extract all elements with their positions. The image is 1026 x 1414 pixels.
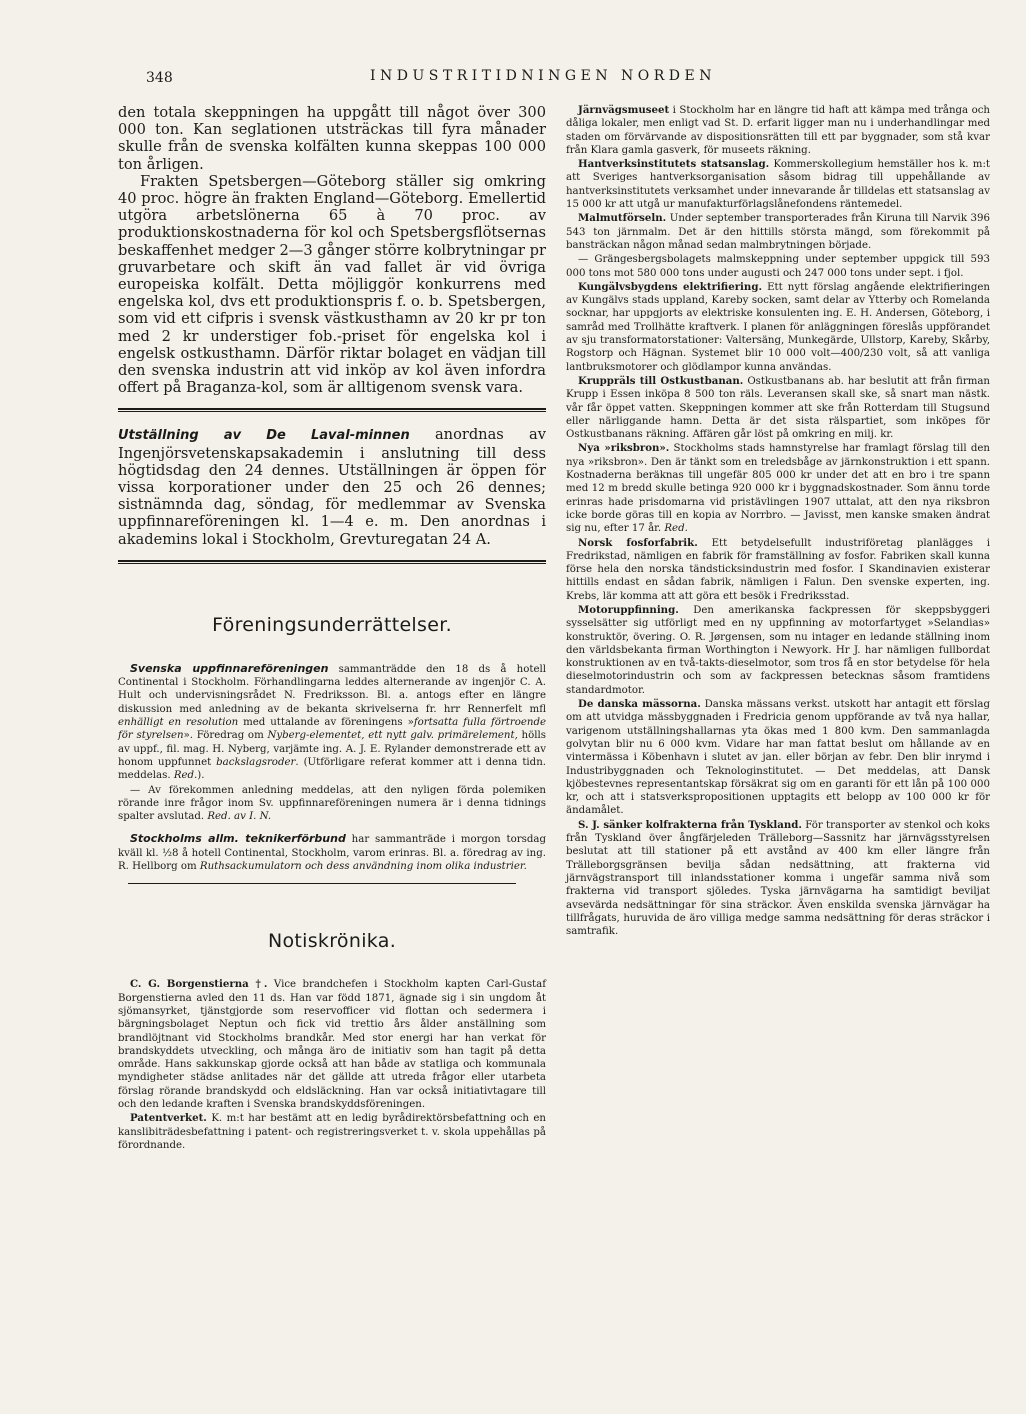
notice-lead: De danska mässorna. xyxy=(578,698,701,711)
svenska-uppfinnare-notice xyxy=(118,662,546,873)
notice-lead: Kungälvsbygdens elektrifiering. xyxy=(578,280,763,293)
notice-lead: Kruppräls till Ostkustbanan. xyxy=(578,374,744,387)
intro-paragraph: Frakten Spetsbergen—Göteborg ställer sig omkring 40 proc. högre än frakten England—Göteborg. Emellertid utgöra arbetslönerna 65 à 70 proc. av produktionskostnaderna för kol och Spetsbergsflötsernas beskaffenhet medger 2—3 gånger större kolbrytningar pr gruvarbetare och skift än vad fallet är vid övriga europeiska kolfält. Detta möjliggör konkurrens med engelska kol, dvs ett produktionspris f. o. b. Spetsbergen, som vid ett cifpris i svensk västkusthamn av 20 kr pr ton med 2 kr understiger fob.-priset för engelska kol i engelsk ostkusthamn. Därför riktar bolaget en vädjan till den svenska industrin att vid inköp av kol även infordra offert på Braganza-kol, som är alltigenom svensk vara. xyxy=(118,172,546,397)
exhibition-lead: Utställning av De Laval-minnen xyxy=(118,428,410,444)
notice-text: Stockholms stads hamnstyrelse har framlagt förslag till den nya »riksbron». Den är tänkt som en treledsbåge av järnkonstruktion i ett spann. Kostnaderna beräknas till ungefär 805 000 kr under det att en bro i tre spann med 12 m bredd skulle betinga 920 000 kr i byggnadskostnader. Som ännu torde erinras hade prisdomarna vid pristävlingen 1907 uttalat, att den nya riksbron icke borde göras till en kopia av Norrbro. — Javisst, men kanske smaken ändrat sig nu, efter 17 år. xyxy=(566,443,990,535)
divider xyxy=(118,408,546,412)
notice-lead: Norsk fosforfabrik. xyxy=(578,536,698,549)
page-number: 348 xyxy=(146,70,173,86)
editor-sign: Red. av I. N. xyxy=(207,811,272,823)
notice-text: Kommerskollegium hemställer hos k. m:t att Sveriges hantverksorganisation såsom bidrag till uppehållande av hantverksinstitutets verksamhet under innevarande år tilldelas ett statsanslag av 15 000 kr att utgå ur manufakturförlagslånefondens räntemedel. xyxy=(566,159,990,211)
notice-text: hölls av uppf., fil. mag. H. Nyberg, varjämte ing. A. J. E. Rylander demonstrerade ett av honom uppfunnet xyxy=(118,730,546,768)
notice-text: ). xyxy=(197,770,205,782)
right-column xyxy=(566,104,990,939)
notice xyxy=(566,537,990,603)
running-title: INDUSTRITIDNINGEN NORDEN xyxy=(370,68,716,84)
notice-text: Vice brandchefen i Stockholm kapten Carl-Gustaf Borgenstierna avled den 11 ds. Han var född 1871, ägnade sig i sin ungdom åt sjömansyrket, tjänstgjorde som reservofficer vid flottan och sedermera i bärgningsbolaget Neptun och fick vid trettio års ålder anställning som brandlöjtnant vid Stockholms brandkår. Med stor energi har han verkat för brandskyddets utveckling, och många äro de initiativ som han tagit på detta område. Hans sakkunskap gjorde också att han både av statliga och kommunala myndigheter städse anlitades när det gällde att utreda frågor eller utarbeta förslag rörande brandskydd och eldsläckning. Han var också initiativtagare till och den ledande kraften i Svenska brandskyddsföreningen. xyxy=(118,979,546,1110)
teknikerforbund-lead: Stockholms allm. teknikerförbund xyxy=(130,832,346,846)
notice-text: sammanträdde den 18 ds å hotell Continental i Stockholm. Förhandlingarna leddes alternerande av ingenjör C. A. Hult och undervisningsrådet N. Fredriksson. Bl. a. antogs efter en längre diskussion med anledning av de bekanta skrivelserna fr. hrr Rennerfelt mfl xyxy=(118,663,546,715)
notice-italic: Red. xyxy=(173,770,198,782)
borgenstierna-lead: C. G. Borgenstierna †. xyxy=(130,978,268,991)
notiskronika-notices xyxy=(118,978,546,1152)
notice xyxy=(566,819,990,939)
section-heading-foreningar: Föreningsunderrättelser. xyxy=(212,613,452,636)
notice-lead: Hantverksinstitutets statsanslag. xyxy=(578,158,770,171)
uppfinnare-lead: Svenska uppfinnareföreningen xyxy=(130,661,329,675)
notice-text: Under september transporterades från Kiruna till Narvik 396 543 ton järnmalm. Det är den hittills största mängd, som förekommit på bansträckan någon månad sedan malmbrytningen började. xyxy=(566,213,990,251)
notice-italic: fortsatta fulla förtroende för styrelsen xyxy=(118,717,547,742)
notice xyxy=(566,212,990,252)
editor-sign: Red. xyxy=(664,523,688,535)
notice-text: ». Föredrag om xyxy=(183,730,268,742)
notice xyxy=(566,281,990,374)
notice-italic: backslagsroder xyxy=(216,756,296,768)
notice-lead: Malmutförseln. xyxy=(578,212,667,225)
notice xyxy=(566,698,990,818)
intro-article xyxy=(118,104,546,396)
notice-text: . (Utförligare referat kommer att i denna tidn. meddelas. xyxy=(118,756,546,782)
notice-lead: Motoruppfinning. xyxy=(578,603,679,616)
notice-italic: Nyberg-elementet, ett nytt galv. primärelement, xyxy=(267,730,518,742)
notice-text: Ett betydelsefullt industriföretag planlägges i Fredrikstad, nämligen en fabrik för framställning av fosfor. Fabriken skall kunna förse hela den norska tändsticksindustrin med fosfor. I Skandinavien existerar hittills endast en sådan fabrik, nämligen i Falun. Den svenske experten, ing. Krebs, lär komma att att göra ett besök i Fredriksstad. xyxy=(566,537,990,602)
exhibition-text: anordnas av Ingenjörsvetenskapsakademin i anslutning till dess högtidsdag den 24 dennes. Utställningen är öppen för vissa korporationer under den 25 och 26 dennes; sistnämnda dag, söndag, för medlemmar av Svenska uppfinnareföreningen kl. 1—4 e. m. Den anordnas i akademins lokal i Stockholm, Grevturegatan 24 A. xyxy=(118,426,546,548)
notice-text: i Stockholm har en längre tid haft att kämpa med trånga och dåliga lokaler, men enligt vad St. D. erfarit ligger man nu i underhandlingar med staden om förvärvande av dispositionsrätten till ett par byggnader, som stå kvar från Klara gamla gasverk, för museets räkning. xyxy=(566,105,990,156)
notice-text: Den amerikanska fackpressen för skeppsbyggeri sysselsätter sig utförligt med en ny uppfinning av motorfartyget »Selandias» konstruktör, övering. O. R. Jørgensen, som nu intager en ledande ställning inom den världsbekanta firman Worthington i Newyork. Hr J. har nämligen fullbordat konstruktionen av en två-takts-dieselmotor, som tros få en stor betydelse för hela dieselmotorindustrin och som av fackpressen betecknas såsom framtidens standardmotor. xyxy=(566,604,990,696)
notice-italic: enhälligt en resolution xyxy=(118,717,239,729)
notice-italic: Ruthsackumulatorn och dess användning inom olika industrier. xyxy=(199,861,527,873)
notice-text: Ostkustbanans ab. har beslutit att från firman Krupp i Essen inköpa 8 500 ton räls. Leveransen skall ske, så snart man nästk. vår får öppet vatten. Skeppningen kommer att ske från Rotterdam till Stugsund eller närliggande hamn. Detta är det sista rälspartiet, som inköpes för Ostkustbanans räkning. Affären går löst på omkring en milj. kr. xyxy=(566,375,990,441)
divider xyxy=(118,560,546,564)
notice xyxy=(566,253,990,280)
notice-lead: Järnvägsmuseet xyxy=(578,104,670,116)
notice xyxy=(566,375,990,441)
notice-text: K. m:t har bestämt att en ledig byrådirektörsbefattning och en kanslibiträdesbefattning i patent- och registreringsverket t. v. skola uppehållas på förordnande. xyxy=(118,1113,546,1151)
notice-lead: Nya »riksbron». xyxy=(578,442,670,455)
notice-text: med uttalande av föreningens » xyxy=(238,717,414,729)
notice-text: Ett nytt förslag angående elektrifieringen av Kungälvs stads uppland, Kareby socken, samt delar av Ytterby och Romelanda socknar, har uppgjorts av elektriske konsulenten ing. E. H. Andersen, Göteborg, i samråd med Trollhätte kraftverk. I planen för anläggningen föreslås uppförandet av sju transformatorstationer: Valtersäng, Munkegärde, Ullstorp, Kareby, Skårby, Rogstorp och Hägnan. Systemet blir 10 000 volt—400/230 volt, så att vanliga lantbruksmotorer och glödlampor kunna användas. xyxy=(566,281,990,373)
notice-text: — Grängesbergsbolagets malmskeppning under september uppgick till 593 000 tons mot 580 000 tons under augusti och 247 000 tons under sept. i fjol. xyxy=(566,254,990,279)
divider xyxy=(128,883,516,884)
left-column xyxy=(118,104,546,1153)
notice xyxy=(566,442,990,535)
notice xyxy=(566,104,990,157)
intro-paragraph: den totala skeppningen ha uppgått till något över 300 000 ton. Kan seglationen utsträckas till fyra månader skulle från de svenska kolfälten kunna skeppas 100 000 ton årligen. xyxy=(118,104,546,173)
notice-text: För transporter av stenkol och koks från Tyskland över ångfärjeleden Trälleborg—Sassnitz har järnvägsstyrelsen beslutat att till stationer på ett avstånd av 400 km eller längre från Trälleborgsgränsen bevilja sådan nedsättning, att frakterna vid järnvägstransport till inlandsstationer komma i ungefär samma nivå som frakterna vid transport sjöledes. Tyska järnvägarna ha samtidigt beviljat avsevärda nedsättningar för sina sträckor. Även enskilda svenska järnvägar ha tillfrågats, huruvida de äro villiga medge samma nedsättning för deras sträckor i samtrafik. xyxy=(566,819,990,938)
notice-text: Danska mässans verkst. utskott har antagit ett förslag om att utvidga mässbyggnaden i Fredricia genom uppförande av två nya hallar, varigenom utställningshallarnas yta ökas med 1 800 kvm. Den sammanlagda golvytan blir nu 6 000 kvm. Vidare har man fattat beslut om hållande av en vintermässa i Köbenhavn i slutet av jan. eller början av febr. Den blir inrymd i Industribyggnaden och Teknologinstitutet. — Det meddelas, att Dansk kjöbestevnes representantskap försäkrat sig om en garanti för ett lån på 100 000 kr, och att i statsverkspropositionen upptagits ett belopp av 100 000 kr för ändamålet. xyxy=(566,699,990,817)
patentverket-lead: Patentverket. xyxy=(130,1112,207,1125)
notice-lead: S. J. sänker kolfrakterna från Tyskland. xyxy=(578,818,802,831)
notice-text: — Av förekommen anledning meddelas, att den nyligen förda polemiken rörande inre frågor inom Sv. uppfinnareföreningen numera är i denna tidnings spalter avslutad. xyxy=(118,784,546,823)
notice xyxy=(566,158,990,211)
notice xyxy=(566,604,990,697)
notice-text: har sammanträde i morgon torsdag kväll kl. ½8 å hotell Continental, Stockholm, varom erinras. Bl. a. föredrag av ing. R. Hellborg om xyxy=(118,834,546,873)
exhibition-notice xyxy=(118,426,546,547)
section-heading-notiskronika: Notiskrönika. xyxy=(267,930,397,953)
